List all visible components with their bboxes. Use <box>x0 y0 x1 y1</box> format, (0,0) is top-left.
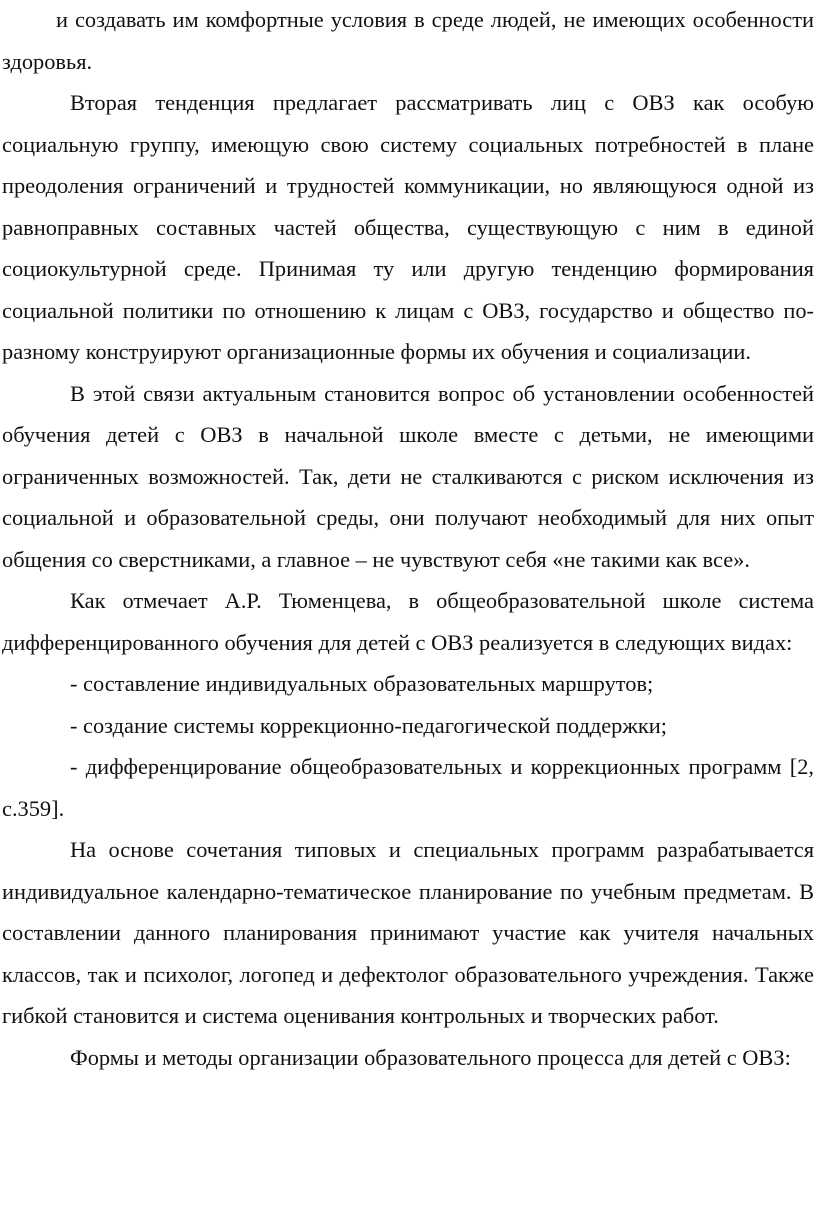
list-item-support: - создание системы коррекционно-педагогической поддержки; <box>70 712 667 738</box>
paragraph-relevance: В этой связи актуальным становится вопрос об установлении особенностей обучения детей с ОВЗ в начальной школе вместе с детьми, не имеющими ограниченных возможностей. Так, дети не сталкиваются с риском исключения из социальной и образовательной среды, они получают необходимый для них опыт общения со сверстниками, а главное – не чувствуют себя «не такими как все». <box>2 380 814 572</box>
list-item-routes: - составление индивидуальных образовательных маршрутов; <box>70 671 654 696</box>
list-item-programs: - дифференцирование общеобразовательных и коррекционных программ [2, с.359]. <box>2 754 814 821</box>
paragraph-second-tendency: Вторая тенденция предлагает рассматривать лиц с ОВЗ как особую социальную группу, имеющую свою систему социальных потребностей в плане преодоления ограничений и трудностей коммуникации, но являющуюся одной из равноправных составных частей общества, существующую с ним в единой социокультурной среде. Принимая ту или другую тенденцию формирования социальной политики по отношению к лицам с ОВЗ, государство и общество по-разному конструируют организационные формы их обучения и социализации. <box>2 90 814 364</box>
paragraph-continuation: и создавать им комфортные условия в среде людей, не имеющих особенности здоровья. <box>2 7 814 74</box>
paragraph-citation-intro: Как отмечает А.Р. Тюменцева, в общеобразовательной школе система дифференцированного обучения для детей с ОВЗ реализуется в следующих видах: <box>2 588 814 655</box>
paragraph-forms-methods: Формы и методы организации образовательного процесса для детей с ОВЗ: <box>70 1044 791 1070</box>
paragraph-planning: На основе сочетания типовых и специальных программ разрабатывается индивидуальное календарно-тематическое планирование по учебным предметам. В составлении данного планирования принимают участие как учителя начальных классов, так и психолог, логопед и дефектолог образовательного учреждения. Также гибкой становится и система оценивания контрольных и творческих работ. <box>2 837 814 1028</box>
